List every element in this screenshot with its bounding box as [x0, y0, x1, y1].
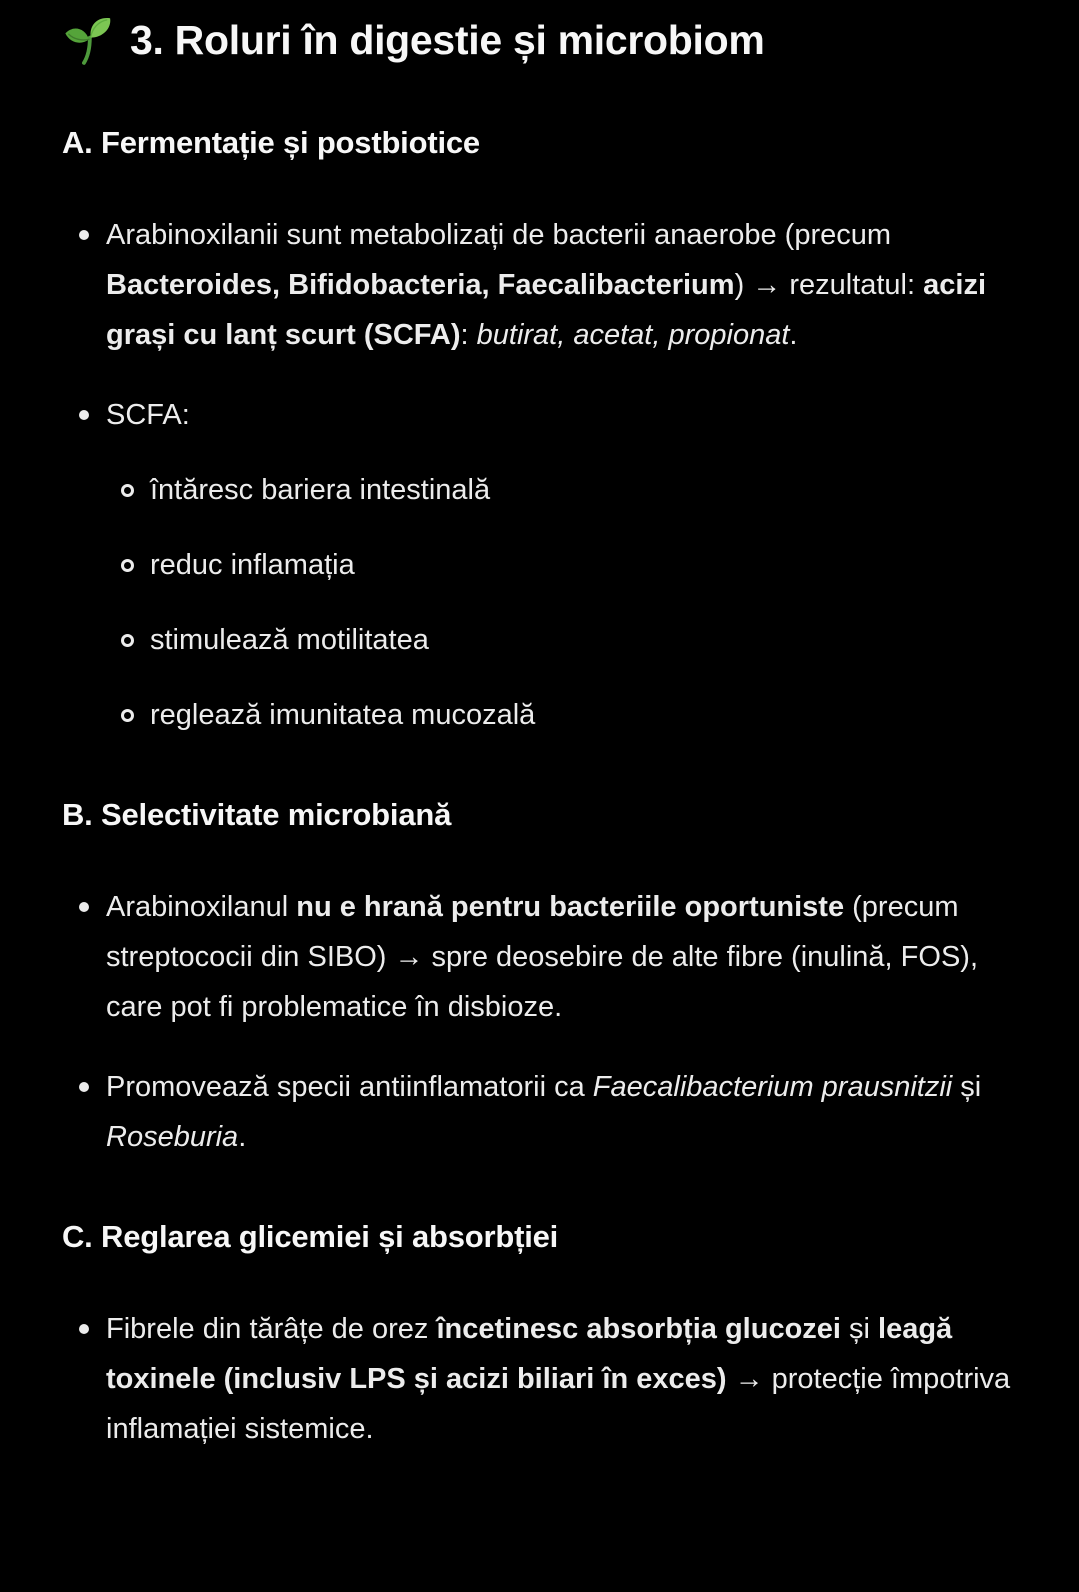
text-segment: butirat, acetat, propionat: [476, 319, 790, 351]
bullet-dot-icon: [62, 210, 106, 360]
text-segment: → protecție împotriva inflamației sistemice.: [106, 1363, 1011, 1445]
sub-item-text: reglează imunitatea mucozală: [150, 699, 536, 731]
text-segment: SCFA:: [106, 399, 190, 431]
text-segment: Arabinoxilanii sunt metabolizați de bacterii anaerobe (precum: [106, 219, 892, 251]
sub-item-text: stimulează motilitatea: [150, 624, 429, 656]
section-heading-b: B. Selectivitate microbiană: [62, 797, 452, 832]
text-segment: .: [238, 1121, 247, 1153]
bullet-dot-icon: [62, 390, 106, 740]
list-item: [62, 390, 1041, 740]
bullet-dot-icon: [62, 1062, 106, 1162]
section-heading-c: C. Reglarea glicemiei și absorbției: [62, 1219, 559, 1254]
circle-bullet-icon: [106, 615, 150, 665]
sub-list-item: [106, 690, 535, 740]
text-segment: și: [840, 1313, 879, 1345]
bullet-dot-icon: [62, 1304, 106, 1454]
list-item-text: [106, 1304, 1026, 1454]
sub-list-item: [106, 465, 535, 515]
page-header: [62, 12, 1041, 68]
list-item-text: [106, 1062, 1026, 1162]
text-segment: Promovează specii antiinflamatorii ca: [106, 1071, 593, 1103]
list-item-text: [106, 210, 1026, 360]
list-item: [62, 882, 1041, 1032]
bullet-list-a: [62, 210, 1041, 740]
bullet-list-b: [62, 882, 1041, 1162]
text-segment: ) → rezultatul:: [734, 269, 924, 301]
text-segment: (precum streptococii din SIBO) → spre deosebire de alte fibre (inulină, FOS), care pot fi problematice în disbioze.: [106, 891, 978, 1023]
text-segment: Bacteroides, Bifidobacteria, Faecalibacterium: [106, 269, 735, 301]
page-title: 3. Roluri în digestie și microbiom: [130, 17, 765, 63]
section-heading-a: A. Fermentație și postbiotice: [62, 125, 480, 160]
circle-bullet-icon: [106, 690, 150, 740]
sub-item-text: reduc inflamația: [150, 549, 355, 581]
list-item: [62, 1304, 1041, 1454]
text-segment: și: [952, 1071, 982, 1103]
text-segment: Faecalibacterium prausnitzii: [592, 1071, 953, 1103]
list-item: [62, 1062, 1041, 1162]
seedling-icon: [62, 14, 116, 68]
sub-item-text: întăresc bariera intestinală: [150, 474, 491, 506]
circle-bullet-icon: [106, 465, 150, 515]
sub-list-item: [106, 540, 535, 590]
sub-list-item: [106, 615, 535, 665]
bullet-dot-icon: [62, 882, 106, 1032]
text-segment: Arabinoxilanul: [106, 891, 297, 923]
text-segment: :: [460, 319, 477, 351]
sub-bullet-list: [106, 465, 535, 740]
text-segment: Roseburia: [106, 1121, 239, 1153]
text-segment: nu e hrană pentru bacteriile oportuniste: [296, 891, 845, 923]
text-segment: Fibrele din tărâțe de orez: [106, 1313, 437, 1345]
text-segment: leagă toxinele (inclusiv LPS și acizi biliari în exces): [106, 1313, 953, 1395]
text-segment: acizi grași cu lanț scurt (SCFA): [106, 269, 986, 351]
text-segment: încetinesc absorbția glucozei: [436, 1313, 841, 1345]
list-item-text: [106, 882, 1026, 1032]
bullet-list-c: [62, 1304, 1041, 1454]
circle-bullet-icon: [106, 540, 150, 590]
text-segment: .: [789, 319, 798, 351]
list-item: [62, 210, 1041, 360]
list-item-text: [106, 390, 535, 740]
